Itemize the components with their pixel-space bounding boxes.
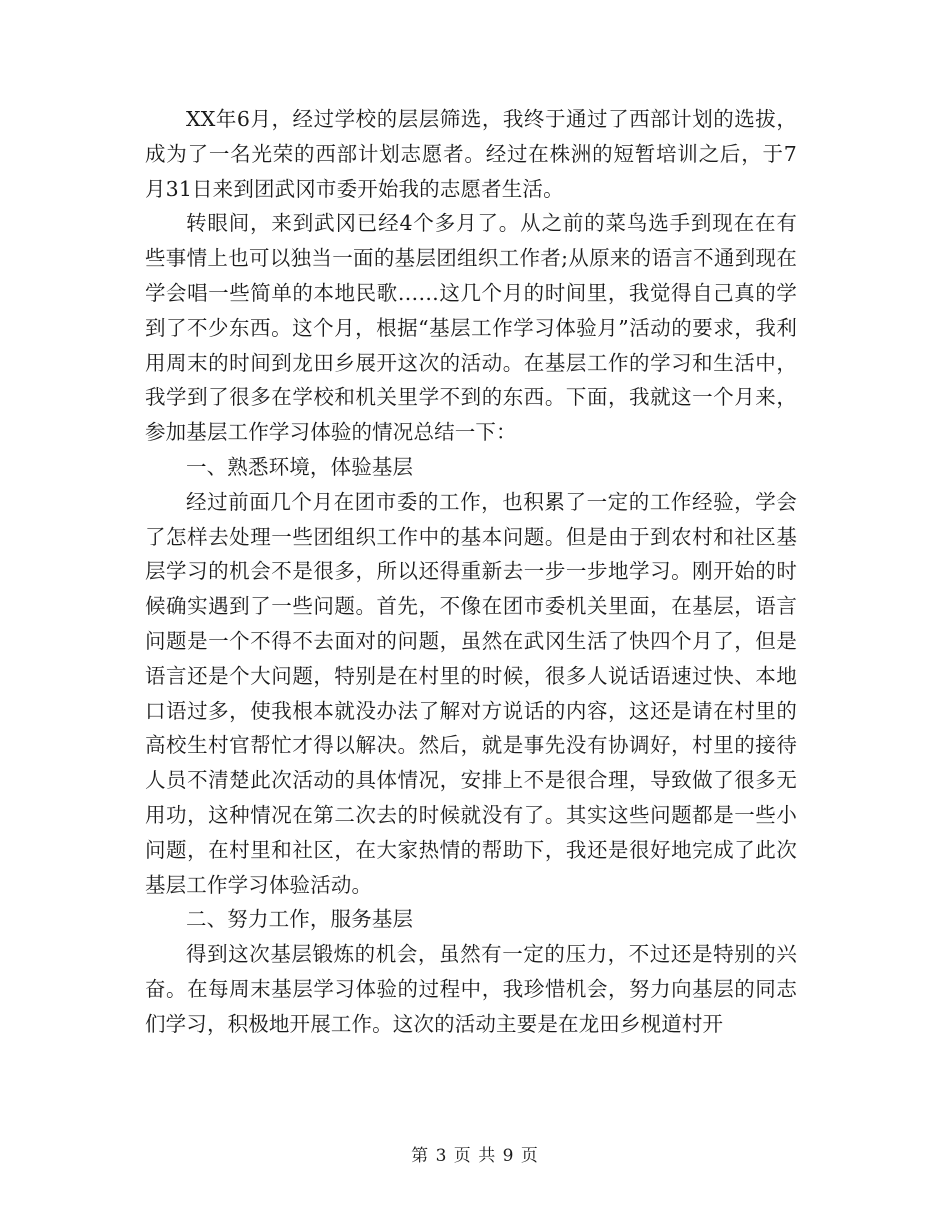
paragraph-section-2: 得到这次基层锻炼的机会，虽然有一定的压力，不过还是特别的兴奋。在每周末基层学习体验的过程中，我珍惜机会，努力向基层的同志们学习，积极地开展工作。这次的活动主要是在龙田乡枧道村开 [145, 942, 797, 1036]
section-heading-2: 二、努力工作，服务基层 [186, 907, 414, 932]
paragraph-intro: XX年6月，经过学校的层层筛选，我终于通过了西部计划的选拔，成为了一名光荣的西部计划志愿者。经过在株洲的短暂培训之后，于7月31日来到团武冈市委开始我的志愿者生活。 [145, 107, 797, 201]
page-footer: 第 3 页 共 9 页 [411, 1146, 539, 1166]
paragraph-section-1: 经过前面几个月在团市委的工作，也积累了一定的工作经验，学会了怎样去处理一些团组织工作中的基本问题。但是由于到农村和社区基层学习的机会不是很多，所以还得重新去一步一步地学习。刚开始的时候确实遇到了一些问题。首先，不像在团市委机关里面，在基层，语言问题是一个不得不去面对的问题，虽然在武冈生活了快四个月了，但是语言还是个大问题，特别是在村里的时候，很多人说话语速过快、本地口语过多，使我根本就没办法了解对方说话的内容，这还是请在村里的高校生村官帮忙才得以解决。然后，就是事先没有协调好，村里的接待人员不清楚此次活动的具体情况，安排上不是很合理，导致做了很多无用功，这种情况在第二次去的时候就没有了。其实这些问题都是一些小问题，在村里和社区，在大家热情的帮助下，我还是很好地完成了此次基层工作学习体验活动。 [145, 489, 797, 897]
section-heading-1: 一、熟悉环境，体验基层 [186, 454, 414, 479]
document-body [145, 102, 797, 1042]
paragraph-summary: 转眼间，来到武冈已经4个多月了。从之前的菜鸟选手到现在在有些事情上也可以独当一面的基层团组织工作者;从原来的语言不通到现在学会唱一些简单的本地民歌……这几个月的时间里，我觉得自己真的学到了不少东西。这个月，根据“基层工作学习体验月”活动的要求，我利用周末的时间到龙田乡展开这次的活动。在基层工作的学习和生活中，我学到了很多在学校和机关里学不到的东西。下面，我就这一个月来，参加基层工作学习体验的情况总结一下： [145, 211, 797, 445]
